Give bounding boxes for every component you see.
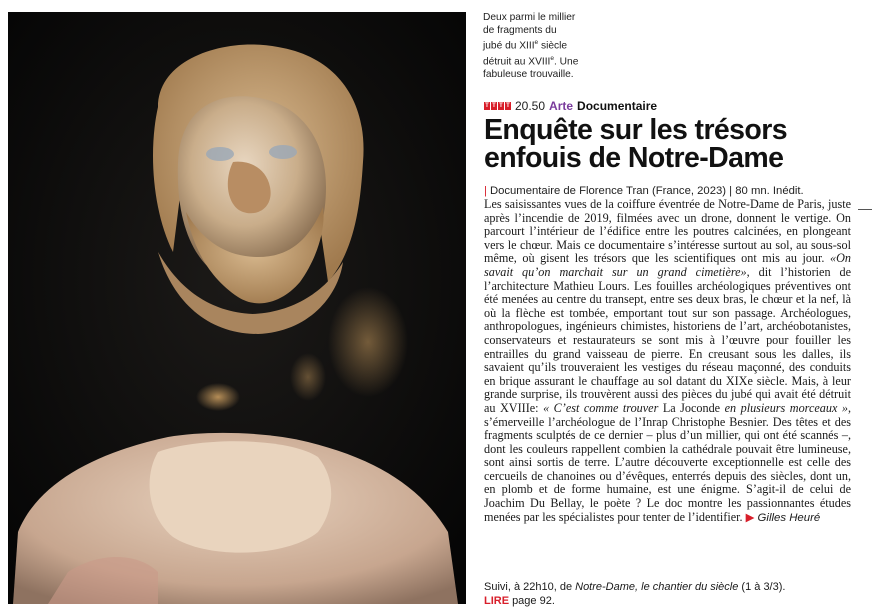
author-name: Gilles Heuré	[757, 511, 821, 524]
caption-line: Deux parmi le millier	[483, 12, 576, 23]
article-text: , s’émerveille l’archéologue de l’Inrap Christophe Besnier. Des têtes et des fragments sculptés de ce dernier – plus d’un millier, qui ont été scannés –, dont les couleurs rappellent combien la cathédrale pouvait être lumineuse, sont ainsi sortis de terre. L’autre découverte exceptionnelle est celle des cercueils de chanoines ou d’évêques, enterrés depuis des siècles, dont un, en plomb et de forme humaine, est une énigme. S’agit-il de celui de Joachim Du Bellay, le poète ? Le doc montre les passionnantes études menées par les spécialistes pour tenter de l’identifier.	[484, 400, 852, 524]
article-text: Les saisissantes vues de la coiffure éventrée de Notre-Dame de Paris, juste après l’incendie de 2019, filmées avec un drone, donnent le vertige. On parcourt l’intérieur de l’édifice entre les poutres calcinées, en plongeant vers le chœur. Mais ce documentaire s’intéresse surtout au sol, au sous-sol même, où gisent les trésors que les scientifiques ont mis au jour.	[484, 197, 851, 266]
listing-kicker	[484, 97, 657, 115]
followup-note	[484, 581, 851, 594]
caption-sup: e	[550, 55, 555, 63]
caption-text: jubé du XIII	[483, 40, 535, 52]
caption-line	[483, 37, 613, 53]
read-page: page 92.	[512, 595, 555, 607]
play-triangle-icon: ▶	[745, 511, 755, 524]
caption-text: siècle	[538, 40, 568, 52]
article-quote: « C’est comme trouver	[543, 400, 663, 415]
genre-label: Documentaire	[577, 99, 658, 113]
caption-line: de fragments du	[483, 24, 557, 36]
article-text: La Joconde	[662, 400, 721, 415]
rating-letter: T	[485, 103, 489, 109]
broadcast-time: 20.50	[515, 99, 546, 113]
followup-text: (1 à 3/3).	[738, 581, 786, 593]
article-text: , dit l’historien de l’architecture Mathieu Lours. Les fouilles archéologiques préventives ont été menées au centre du transept, entre ses deux bras, le chœur et la nef, là où la flèche est tombée, emportant tout sur son passage. Archéologues, anthropologues, ingénieurs chimistes, historiens de l’art, archéobotanistes, conservateurs et restaurateurs se sont mis à l’œuvre pour fouiller les entrailles du grand vaisseau de pierre. En creusant sous les dalles, ils savaient qu’ils trouveraient les vestiges du réseau maçonné, des conduits en brique assurant le chauffage au sol datant du XIXe siècle. Mais, à leur grande surprise, ils trouvèrent aussi des pièces du jubé qui avait été détruit au XVIIIe:	[484, 264, 852, 415]
photo-caption	[483, 12, 613, 82]
read-more-reference	[484, 595, 555, 608]
article-quote: «On savait qu’on marchait sur un grand cimetière»	[484, 251, 851, 279]
title-line: enfouis de Notre-Dame	[484, 142, 784, 174]
margin-rule	[858, 209, 872, 210]
rating-letter: T	[499, 103, 503, 109]
rating-letter: T	[506, 103, 510, 109]
channel-name: Arte	[549, 99, 574, 113]
caption-text: détruit au XVIII	[483, 56, 551, 68]
article-body	[484, 198, 851, 525]
program-title	[484, 116, 844, 172]
rating-letter: T	[492, 103, 496, 109]
stone-head-sculpture-photo	[8, 12, 466, 604]
followup-text: Suivi, à 22h10, de	[484, 581, 576, 593]
caption-line: fabuleuse trouvaille.	[483, 69, 574, 81]
credits-bar: |	[484, 185, 487, 197]
rating-badge	[484, 102, 511, 110]
author-signature	[746, 512, 821, 524]
credits-text: Documentaire de Florence Tran (France, 2023) | 80 mn. Inédit.	[489, 185, 804, 197]
caption-text: . Une	[554, 56, 579, 68]
followup-show: Notre-Dame, le chantier du siècle	[575, 581, 739, 593]
title-line: Enquête sur les trésors	[484, 114, 787, 146]
article-quote: en plusieurs morceaux »	[720, 400, 848, 415]
read-label: LIRE	[484, 595, 510, 607]
caption-line	[483, 53, 613, 69]
caption-sup: e	[534, 39, 539, 47]
